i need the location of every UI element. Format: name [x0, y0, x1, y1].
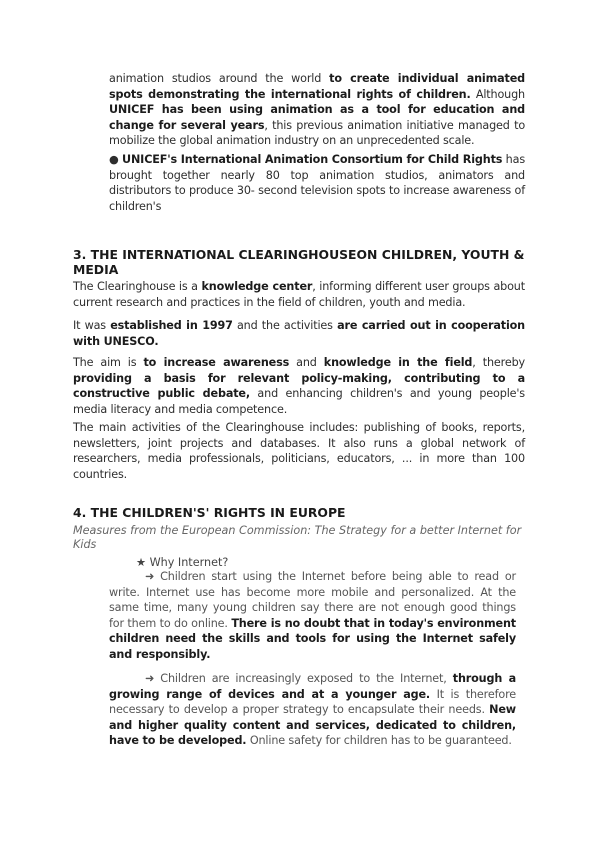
bullet-dot-icon: ●	[109, 153, 119, 166]
section-3-paragraph-4: The main activities of the Clearinghouse includes: publishing of books, reports, newsletters, joint projects and databases. It also runs a global network of researchers, media professionals, politicians, educators, ... in more than 100 countries.	[73, 421, 525, 481]
arrow-right-icon: ➜	[145, 672, 161, 685]
section-4-paragraph-1: ➜ Children start using the Internet before being able to read or write. Internet use has become more mobile and personalized. At the same time, many young children say there are not enough good things for them to do online. There is no doubt that in today's environment children need the skills and tools for using the Internet safely and responsibly.	[109, 570, 516, 661]
section-4-paragraph-2: ➜ Children are increasingly exposed to the Internet, through a growing range of devices and at a younger age. It is therefore necessary to develop a proper strategy to encapsulate their needs. New and higher quality content and services, dedicated to children, have to be developed. Online safety for children has to be guaranteed.	[109, 672, 517, 748]
section-4-heading: 4. THE CHILDREN'S' RIGHTS IN EUROPE	[73, 505, 346, 520]
section-3-paragraph-2: It was established in 1997 and the activities are carried out in cooperation with UNESCO.	[73, 319, 525, 348]
section-4-subheading: Measures from the European Commission: The Strategy for a better Internet for Kids	[73, 524, 522, 551]
section-3-paragraph-1: The Clearinghouse is a knowledge center, informing different user groups about current research and practices in the field of children, youth and media.	[73, 280, 525, 309]
why-internet-item: ★ Why Internet?	[136, 556, 229, 569]
section-3-paragraph-3: The aim is to increase awareness and knowledge in the field, thereby providing a basis for relevant policy-making, contributing to a constructive public debate, and enhancing children's and young people's media literacy and media competence.	[73, 356, 525, 416]
intro-paragraph: animation studios around the world to create individual animated spots demonstrating the international rights of children. Although UNICEF has been using animation as a tool for education and change for several years, this previous animation initiative managed to mobilize the global animation industry on an unprecedented scale.	[109, 72, 526, 148]
section-3-heading: 3. THE INTERNATIONAL CLEARINGHOUSEON CHILDREN, YOUTH & MEDIA	[73, 247, 525, 277]
arrow-right-icon: ➜	[145, 570, 161, 583]
bullet-item: ● UNICEF's International Animation Consortium for Child Rights has brought together nearly 80 top animation studios, animators and distributors to produce 30- second television spots to increase awareness of children's	[109, 153, 526, 213]
